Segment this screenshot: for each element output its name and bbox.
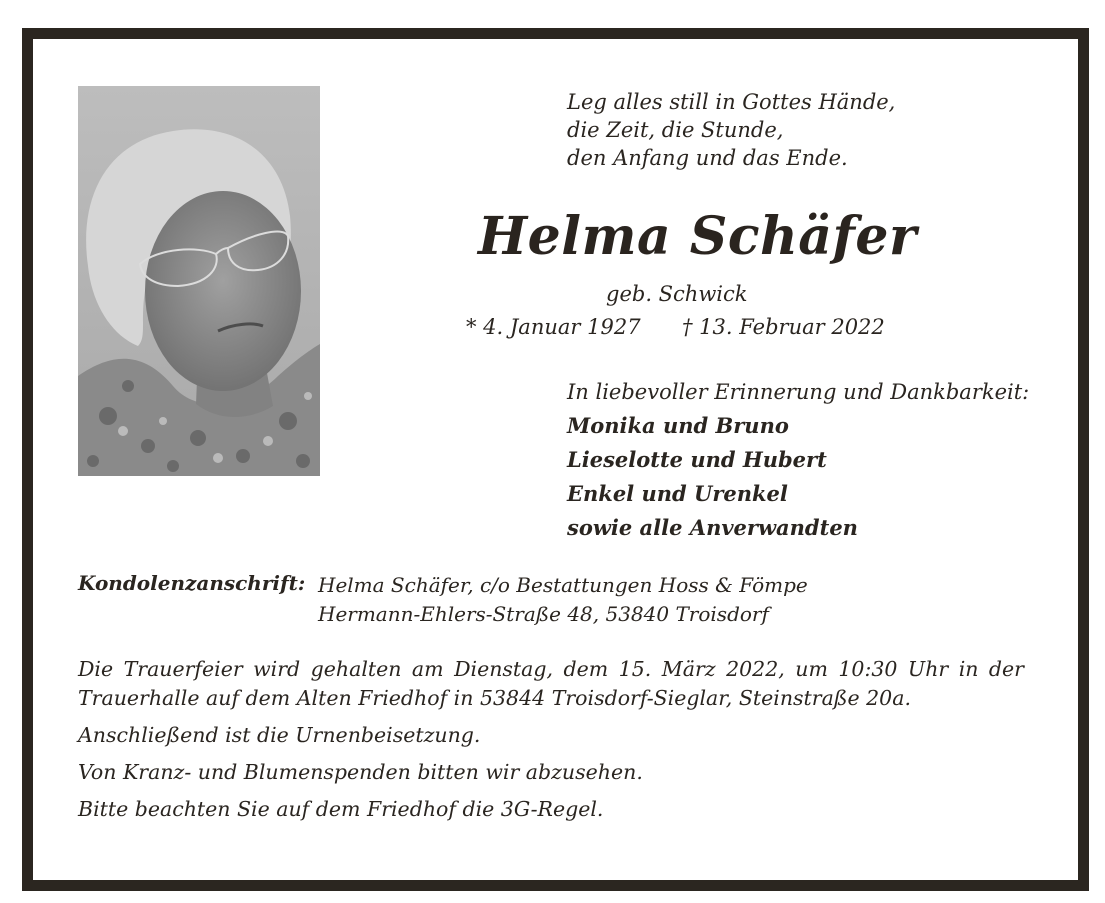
- service-info: [78, 655, 1024, 824]
- death-date: † 13. Februar 2022: [682, 315, 885, 339]
- birth-date: * 4. Januar 1927: [466, 315, 641, 339]
- mourner-name: Enkel und Urenkel: [567, 481, 788, 506]
- verse-line: den Anfang und das Ende.: [567, 146, 848, 170]
- mourner-name: sowie alle Anverwandten: [567, 515, 858, 540]
- verse-line: die Zeit, die Stunde,: [567, 118, 784, 142]
- verse-line: Leg alles still in Gottes Hände,: [567, 90, 896, 114]
- ceremony-text: Die Trauerfeier wird gehalten am Dienstag, dem 15. März 2022, um 10:30 Uhr in der Trauerhalle auf dem Alten Friedhof in 53844 Troisdorf-Sieglar, Steinstraße 20a.: [78, 657, 1024, 710]
- mourners-block: [567, 375, 1029, 545]
- deceased-name: Helma Schäfer: [478, 206, 917, 267]
- burial-text: Anschließend ist die Urnenbeisetzung.: [78, 723, 481, 747]
- mourner-name: Lieselotte und Hubert: [567, 447, 827, 472]
- mourner-name: Monika und Bruno: [567, 413, 789, 438]
- condolence-address: [318, 571, 808, 629]
- condolence-address-line: Hermann-Ehlers-Straße 48, 53840 Troisdorf: [318, 602, 769, 626]
- flowers-text: Von Kranz- und Blumenspenden bitten wir abzusehen.: [78, 760, 643, 784]
- condolence-address-line: Helma Schäfer, c/o Bestattungen Hoss & Fömpe: [318, 573, 808, 597]
- portrait-illustration: [78, 86, 320, 476]
- covid-rule-text: Bitte beachten Sie auf dem Friedhof die 3G-Regel.: [78, 797, 604, 821]
- mourners-intro: In liebevoller Erinnerung und Dankbarkeit:: [567, 380, 1030, 404]
- condolence-label: Kondolenzanschrift:: [78, 571, 306, 595]
- verse: [567, 88, 895, 172]
- portrait-photo: [78, 86, 320, 476]
- birth-name: geb. Schwick: [606, 282, 748, 306]
